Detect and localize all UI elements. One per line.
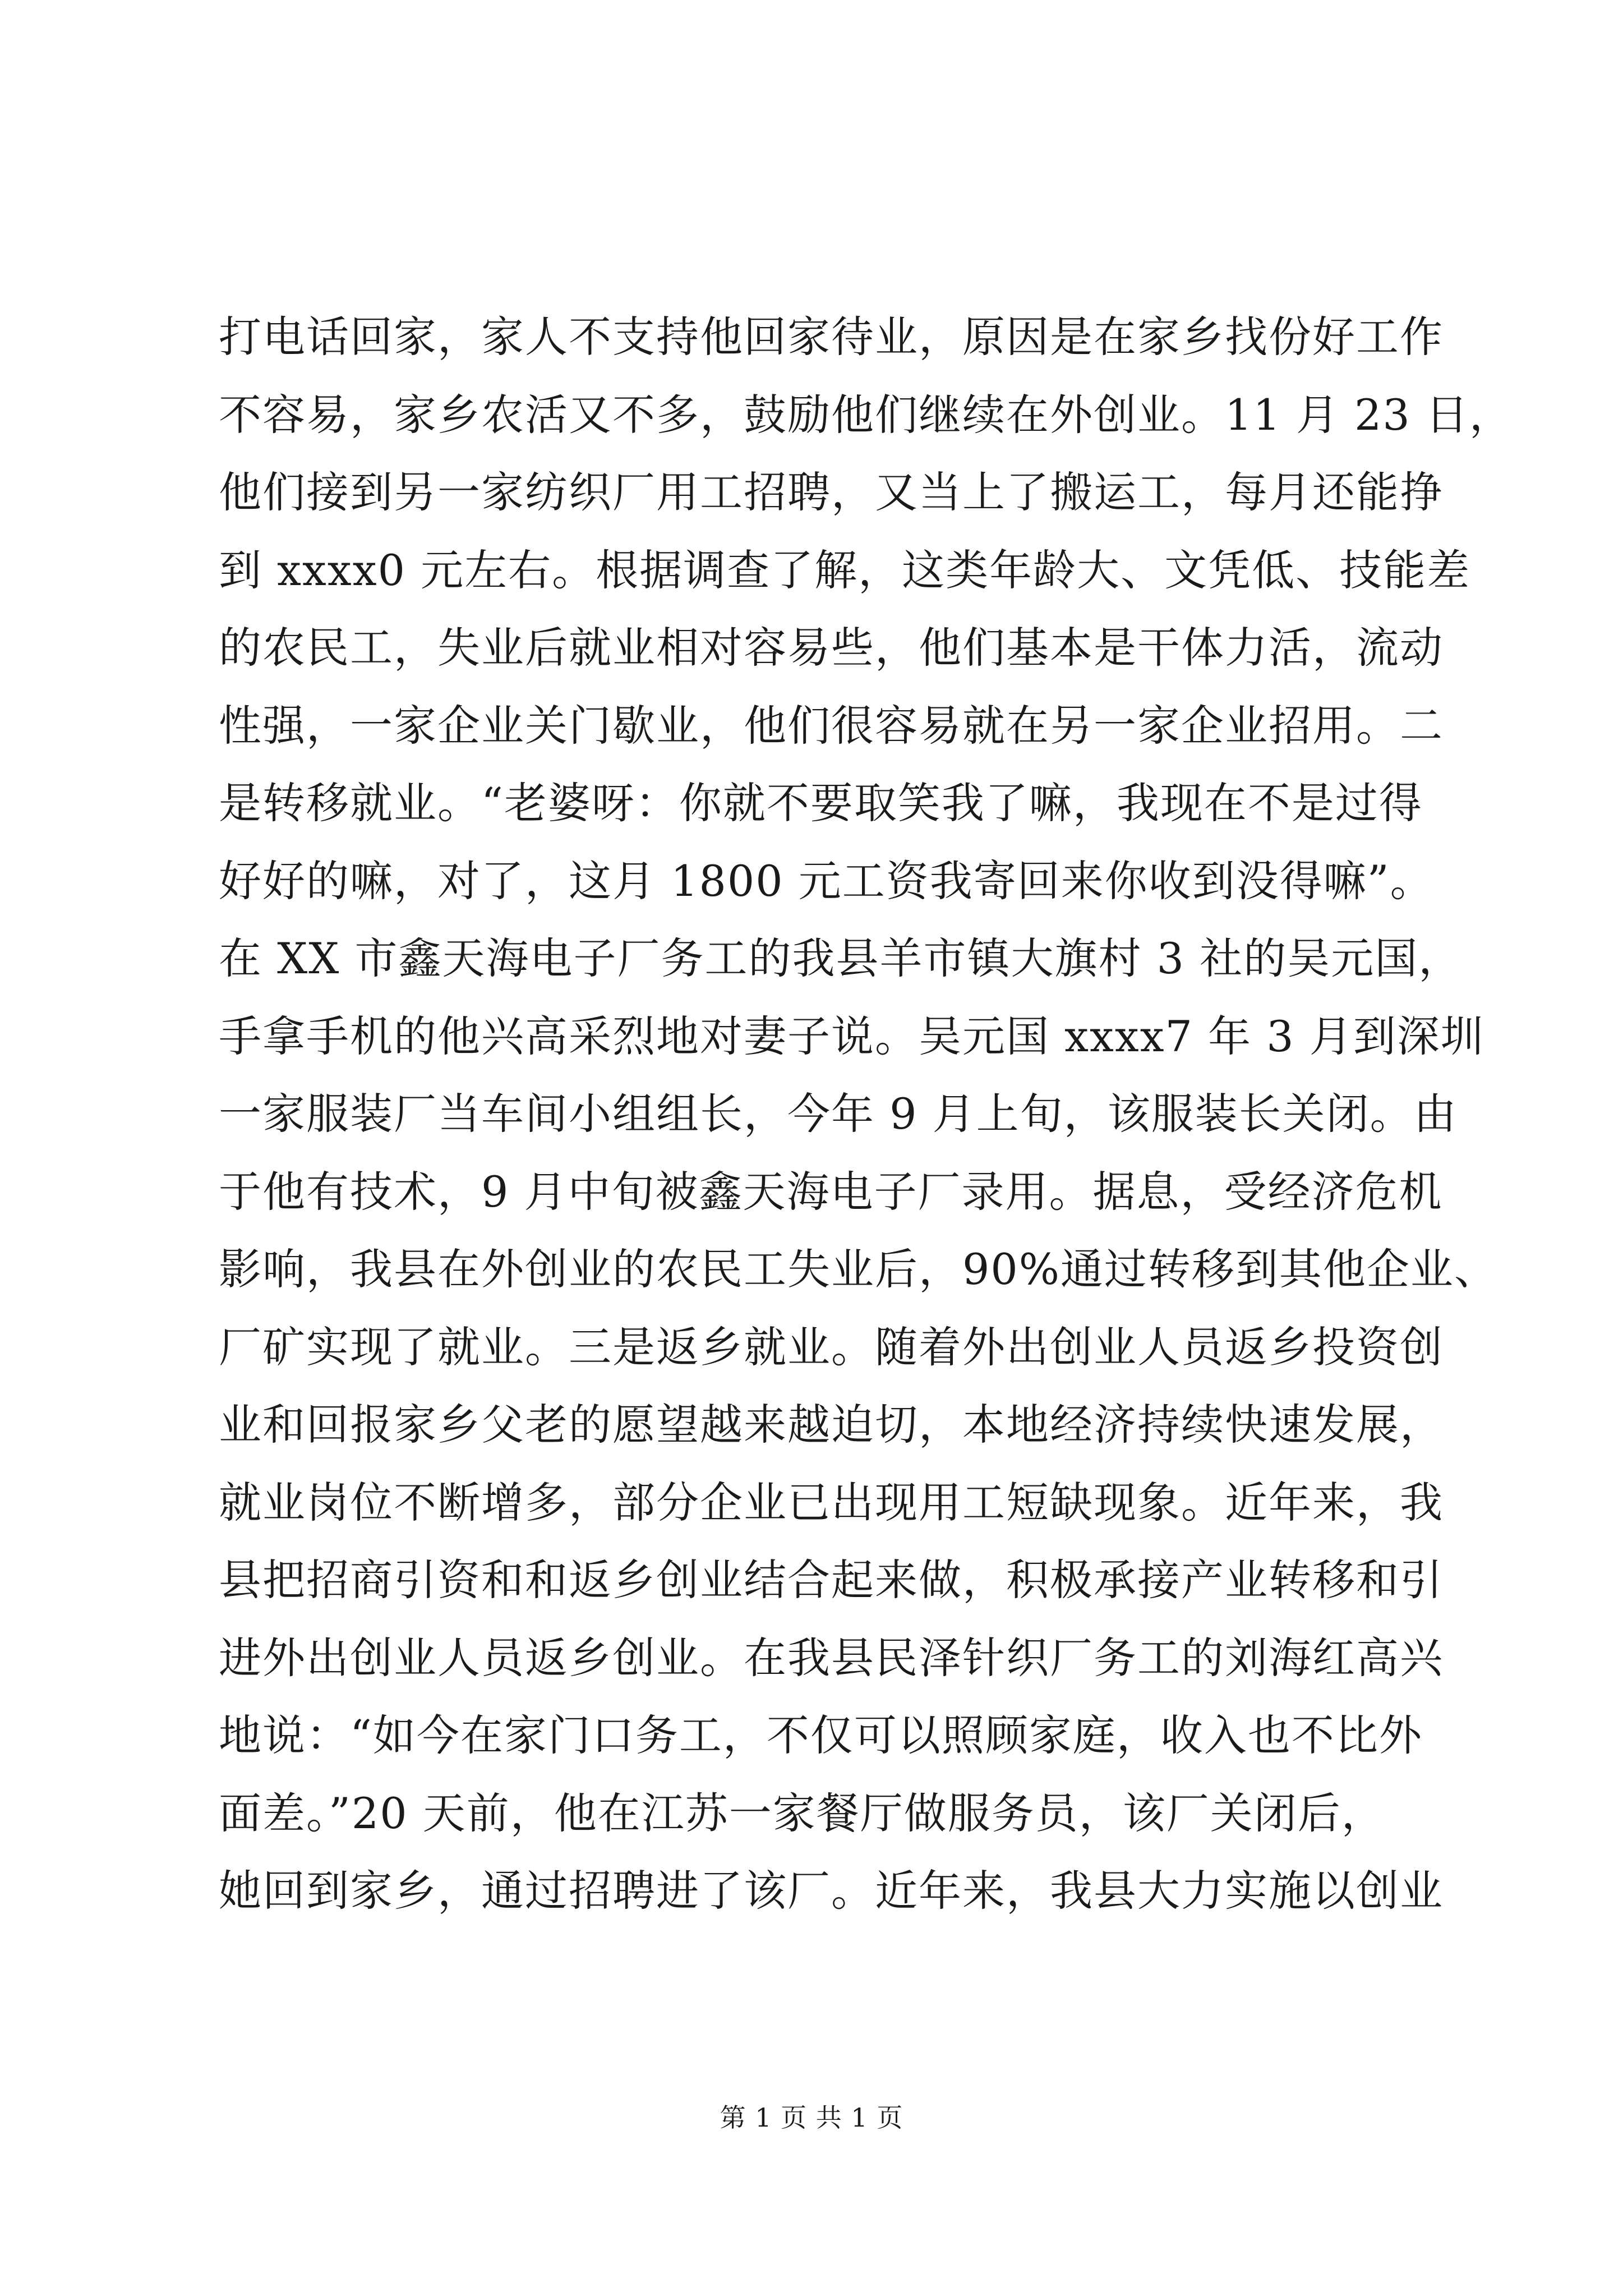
text-line: 地说：“如今在家门口务工，不仅可以照顾家庭，收入也不比外 <box>219 1710 1423 1760</box>
text-line: 他们接到另一家纺织厂用工招聘，又当上了搬运工，每月还能挣 <box>219 467 1444 517</box>
text-line: 业和回报家乡父老的愿望越来越迫切，本地经济持续快速发展， <box>219 1400 1444 1450</box>
text-line: 不容易，家乡农活又不多，鼓励他们继续在外创业。11 月 23 日， <box>219 389 1513 440</box>
text-line: 面差。”20 天前，他在江苏一家餐厅做服务员，该厂关闭后， <box>219 1788 1385 1838</box>
text-line: 的农民工，失业后就业相对容易些，他们基本是干体力活，流动 <box>219 623 1444 673</box>
text-line: 她回到家乡，通过招聘进了该厂。近年来，我县大力实施以创业 <box>219 1866 1444 1916</box>
text-line: 于他有技术，9 月中旬被鑫天海电子厂录用。据息，受经济危机 <box>219 1166 1443 1217</box>
page-footer: 第 1 页 共 1 页 <box>720 2102 903 2133</box>
text-line: 在 XX 市鑫天海电子厂务工的我县羊市镇大旗村 3 社的吴元国， <box>219 933 1463 983</box>
text-line: 厂矿实现了就业。三是返乡就业。随着外出创业人员返乡投资创 <box>219 1322 1444 1372</box>
text-line: 到 xxxx0 元左右。根据调查了解，这类年龄大、文凭低、技能差 <box>219 545 1471 595</box>
text-line: 一家服装厂当车间小组组长，今年 9 月上旬，该服装长关闭。由 <box>219 1089 1458 1139</box>
text-line: 性强，一家企业关门歇业，他们很容易就在另一家企业招用。二 <box>219 700 1444 751</box>
text-line: 就业岗位不断增多，部分企业已出现用工短缺现象。近年来，我 <box>219 1477 1444 1527</box>
text-line: 手拿手机的他兴高采烈地对妻子说。吴元国 xxxx7 年 3 月到深圳 <box>219 1011 1484 1061</box>
text-line: 好好的嘛，对了，这月 1800 元工资我寄回来你收到没得嘛”。 <box>219 855 1434 906</box>
text-line: 影响，我县在外创业的农民工失业后，90%通过转移到其他企业、 <box>219 1244 1498 1294</box>
text-line: 进外出创业人员返乡创业。在我县民泽针织厂务工的刘海红高兴 <box>219 1632 1444 1683</box>
text-line: 打电话回家，家人不支持他回家待业，原因是在家乡找份好工作 <box>219 312 1444 362</box>
body-text <box>219 298 1513 1930</box>
text-line: 县把招商引资和和返乡创业结合起来做，积极承接产业转移和引 <box>219 1555 1444 1605</box>
text-line: 是转移就业。“老婆呀：你就不要取笑我了嘛，我现在不是过得 <box>219 778 1423 828</box>
